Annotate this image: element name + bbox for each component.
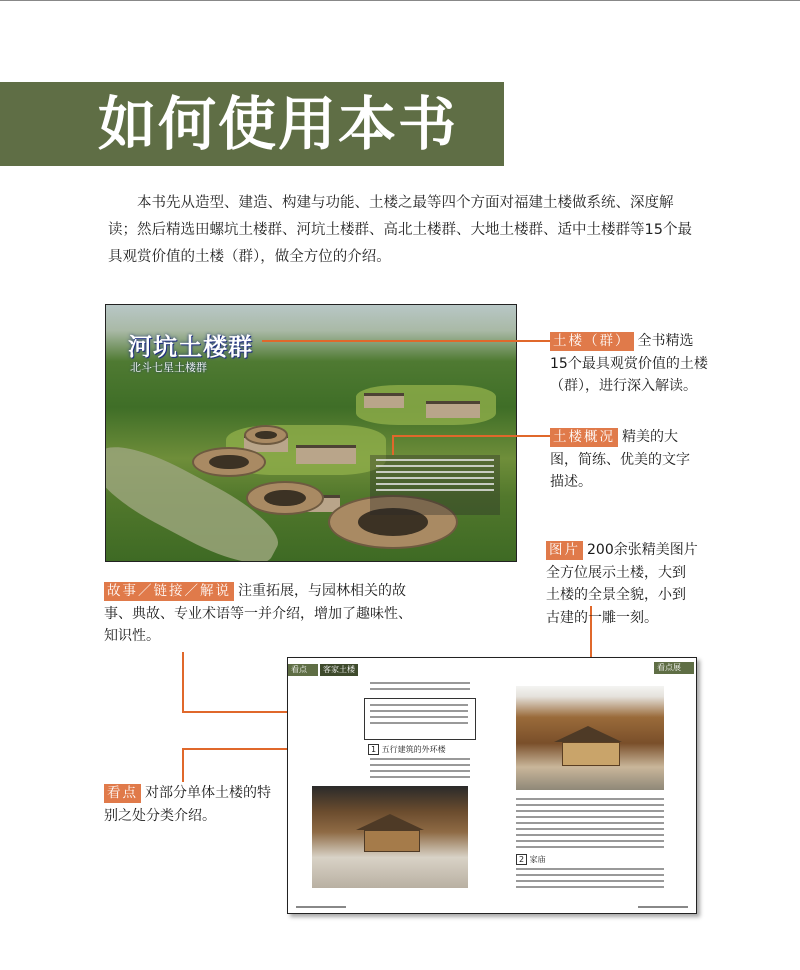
chapter-title: 河坑土楼群 (128, 333, 253, 361)
text-line (370, 682, 470, 684)
text-line (370, 758, 470, 760)
text-line (516, 798, 664, 800)
tag-highlight: 看点 (104, 784, 141, 803)
callout-text: 注重拓展，与园林相关的故事、典故、专业术语等一并介绍，增加了趣味性、知识性。 (104, 583, 412, 644)
leader-line-highlight (182, 748, 184, 782)
tulou-round-building (192, 447, 266, 477)
text-line (516, 828, 664, 830)
tag-pictures: 图片 (546, 541, 583, 560)
callout-overview (550, 426, 702, 494)
spread-photo-courtyard (312, 786, 468, 888)
chapter-subtitle: 北斗七星土楼群 (130, 361, 207, 374)
page-top-border (0, 0, 800, 1)
page-title: 如何使用本书 (98, 90, 459, 158)
text-line (516, 834, 664, 836)
highlight-heading: 1 五行建筑的外环楼 (368, 744, 446, 755)
callout-text: 全书精选15个最具观赏价值的土楼（群），进行深入解读。 (550, 333, 708, 394)
leader-line-story (182, 652, 184, 712)
text-line (516, 880, 664, 882)
house-shape (364, 393, 404, 408)
text-line (516, 874, 664, 876)
text-line (370, 770, 470, 772)
house-shape (426, 401, 480, 418)
callout-highlight (104, 782, 272, 827)
roof-shape (356, 814, 424, 830)
roof-shape (554, 726, 622, 742)
text-line (370, 704, 468, 706)
hall-shape (364, 830, 420, 852)
sample-chapter-photo (105, 304, 517, 562)
callout-text: 200余张精美图片全方位展示土楼，大到土楼的全景全貌，小到古建的一雕一刻。 (546, 542, 698, 626)
page-footer (296, 906, 346, 908)
text-line (370, 776, 470, 778)
callout-text: 对部分单体土楼的特别之处分类介绍。 (104, 785, 271, 824)
text-line (516, 868, 664, 870)
text-line (370, 764, 470, 766)
section-chip-right: 看点展 (654, 662, 694, 674)
tag-tulou-group: 土楼（群） (550, 332, 634, 351)
tag-overview: 土楼概况 (550, 428, 618, 447)
text-line (516, 810, 664, 812)
intro-paragraph: 本书先从造型、建造、构建与功能、土楼之最等四个方面对福建土楼做系统、深度解读；然后精选田螺坑土楼群、河坑土楼群、高北土楼群、大地土楼群、适中土楼群等15个最具观赏价值的土楼（群），做全方位的介绍。 (108, 195, 692, 265)
callout-story (104, 580, 424, 648)
text-line (516, 804, 664, 806)
text-line (516, 846, 664, 848)
shrine-shape (562, 742, 620, 766)
section-chip: 客家土楼 (320, 664, 358, 676)
leader-line-overview (392, 435, 550, 437)
callout-text: 精美的大图，简练、优美的文字描述。 (550, 429, 690, 490)
page-footer (638, 906, 688, 908)
text-line (370, 716, 468, 718)
tulou-round-building (246, 481, 324, 515)
text-line (516, 816, 664, 818)
photo-text-overlay (370, 455, 500, 515)
section-chip: 看点 (288, 664, 318, 676)
text-line (516, 822, 664, 824)
spread-photo-tulou-interior (516, 686, 664, 790)
callout-tulou-group (550, 330, 710, 398)
callout-pictures (546, 539, 698, 629)
text-line (370, 710, 468, 712)
leader-line-tulou-group (262, 340, 550, 342)
text-line (516, 840, 664, 842)
leader-line-overview (392, 435, 394, 455)
tag-story: 故事／链接／解说 (104, 582, 234, 601)
spread-heading: 2 家庙 (516, 854, 546, 865)
text-line (370, 688, 470, 690)
text-line (370, 722, 468, 724)
text-line (516, 886, 664, 888)
tulou-round-building (244, 425, 288, 445)
sample-book-spread (287, 657, 697, 914)
title-banner (0, 82, 504, 166)
house-shape (296, 445, 356, 464)
